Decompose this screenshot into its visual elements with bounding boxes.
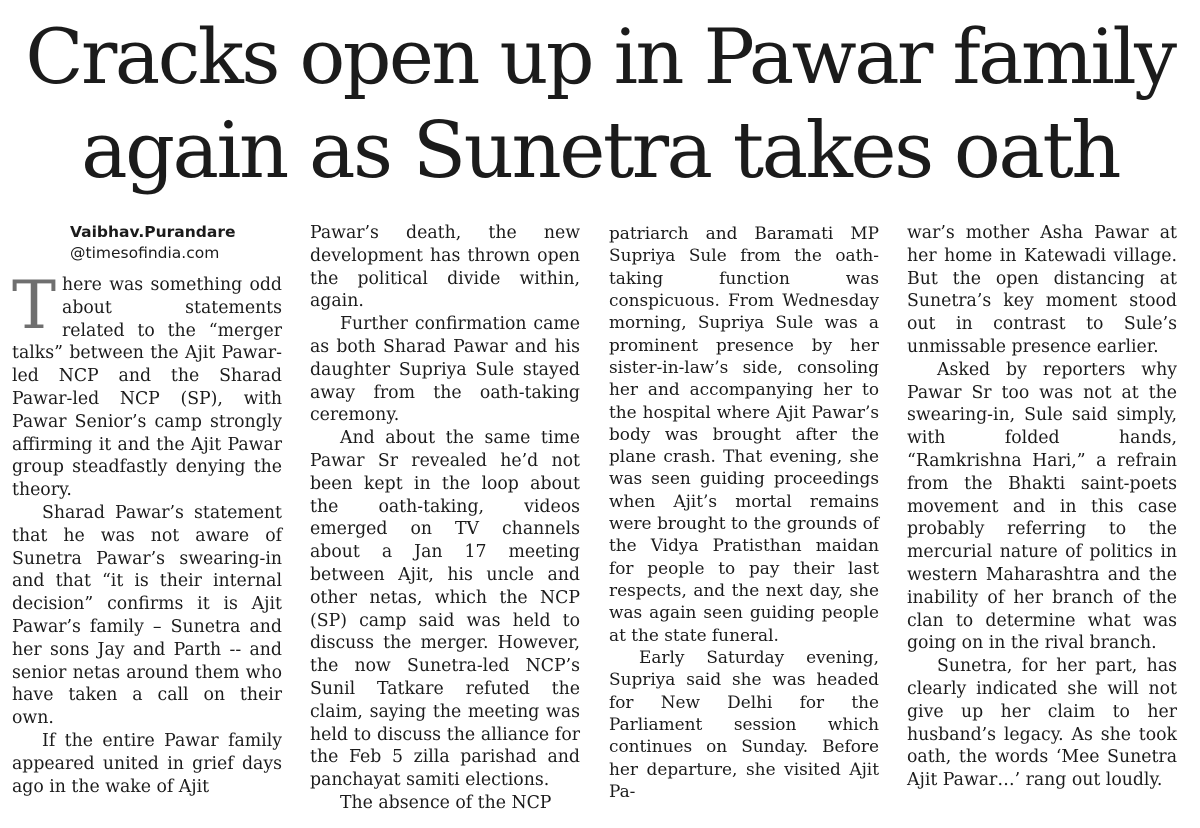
drop-cap: T bbox=[12, 267, 57, 344]
article-paragraph: Sunetra, for her part, has clearly indicated she will not give up her claim to her husband’s legacy. As she took oath, the words ‘Mee Sunetra Ajit Pawar…’ rang out loudly. bbox=[907, 656, 1177, 791]
article-paragraph: war’s mother Asha Pawar at her home in Katewadi village. But the open distancing at Sunetra’s key moment stood out in contrast to Sule’s unmissable presence earlier. bbox=[907, 223, 1177, 357]
article-paragraph: If the entire Pawar family appeared united in grief days ago in the wake of Ajit bbox=[12, 730, 282, 797]
article-paragraph: Asked by reporters why Pawar Sr too was not at the swearing-in, Sule said simply, with folded hands, “Ramkrishna Hari,” a refrain from the Bhakti saint-poets movement and in this case probably referring to the mercurial nature of politics in western Maharashtra and the inability of her branch of the clan to determine what was going on in the rival branch. bbox=[907, 359, 1177, 654]
byline bbox=[70, 222, 282, 264]
headline-line-2: again as Sunetra takes oath bbox=[81, 106, 1119, 196]
article-paragraph: There was something odd about statements related to the “merger talks” between the Ajit Pawar-led NCP and the Sharad Pawar-led NCP (SP), with Pawar Senior’s camp strongly affirming it and the Ajit Pawar group steadfastly denying the theory. bbox=[12, 267, 282, 501]
article-paragraph: Pawar’s death, the new development has thrown open the political divide within, again. bbox=[310, 223, 580, 312]
article-column-1 bbox=[12, 222, 282, 798]
article-column-4 bbox=[907, 222, 1177, 792]
article-column-3 bbox=[609, 222, 879, 802]
article-paragraph: The absence of the NCP bbox=[340, 792, 552, 813]
article-paragraph: Sharad Pawar’s statement that he was not aware of Sunetra Pawar’s swearing-in and that “it is their internal decision” confirms it is Ajit Pawar’s family – Sunetra and her sons Jay and Parth -- and senior netas around them who have taken a call on their own. bbox=[12, 502, 282, 729]
article-paragraph: Early Saturday evening, Supriya said she was headed for New Delhi for the Parliament session which continues on Sunday. Before her departure, she visited Ajit Pa- bbox=[609, 646, 879, 801]
article-paragraph: And about the same time Pawar Sr revealed he’d not been kept in the loop about the oath-taking, videos emerged on TV channels about a Jan 17 meeting between Ajit, his uncle and other netas, which the NCP (SP) camp said was held to discuss the merger. However, the now Sunetra-led NCP’s Sunil Tatkare refuted the claim, saying the meeting was held to discuss the alliance for the Feb 5 zilla parishad and panchayat samiti elections. bbox=[310, 428, 580, 791]
article-paragraph: patriarch and Baramati MP Supriya Sule from the oath-taking function was conspicuous. From Wednesday morning, Supriya Sule was a prominent presence by her sister-in-law’s side, consoling her and accompanying her to the hospital where Ajit Pawar’s body was brought after the plane crash. That evening, she was seen guiding proceedings when Ajit’s mortal remains were brought to the grounds of the Vidya Pratisthan maidan for people to pay their last respects, and the next day, she was again seen guiding people at the state funeral. bbox=[609, 223, 879, 645]
article-paragraph: Further confirmation came as both Sharad Pawar and his daughter Supriya Sule stayed away from the oath-taking ceremony. bbox=[310, 314, 580, 426]
byline-handle: @timesofindia.com bbox=[70, 244, 220, 262]
headline bbox=[20, 10, 1180, 198]
byline-author: Vaibhav.Purandare bbox=[70, 223, 236, 241]
article-column-2 bbox=[310, 222, 580, 815]
headline-line-1: Cracks open up in Pawar family bbox=[25, 12, 1175, 101]
